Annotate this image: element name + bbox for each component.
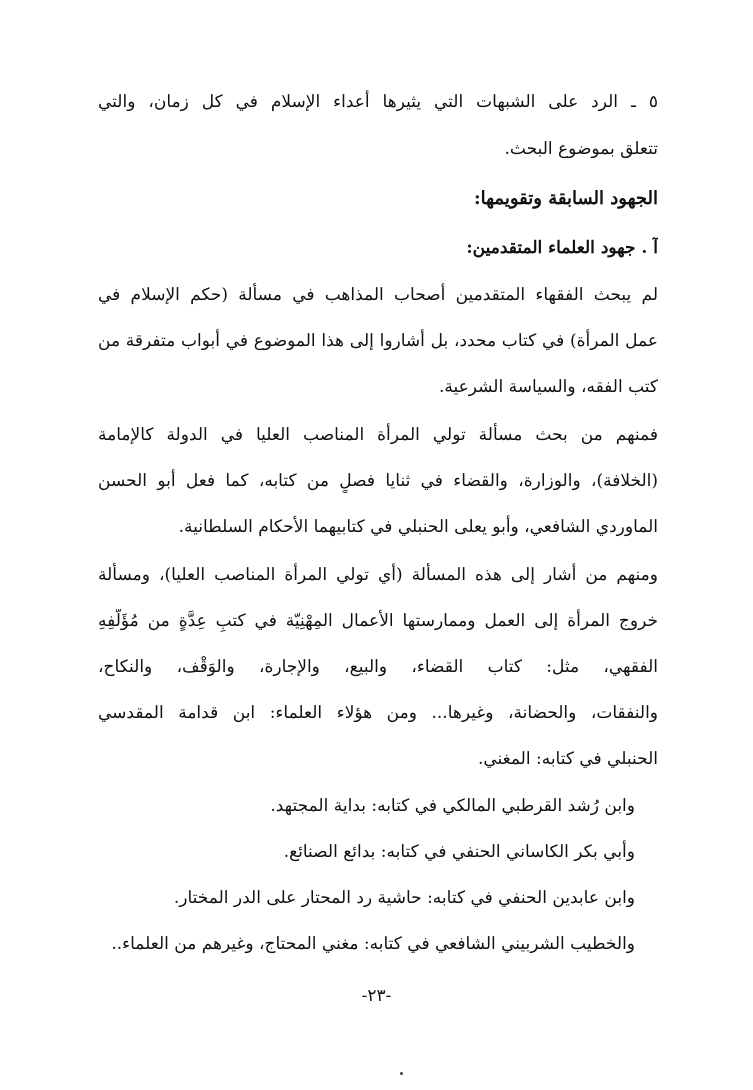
- paragraph-line-15: الحنبلي في كتابه: المغني.: [477, 749, 658, 769]
- paragraph-line-7: كتب الفقه، والسياسة الشرعية.: [438, 377, 658, 397]
- paragraph-line-16: وابن رُشد القرطبي المالكي في كتابه: بداية المجتهد.: [270, 796, 635, 816]
- paragraph-line-9: (الخلافة)، والوزارة، والقضاء في ثنايا فصلٍ من كتابه، كما فعل أبو الحسن: [98, 471, 658, 491]
- paragraph-line-14: والنفقات، والحضانة، وغيرها... ومن هؤلاء العلماء: ابن قدامة المقدسي: [98, 703, 658, 723]
- paragraph-line-11: ومنهم من أشار إلى هذه المسألة (أي تولي المرأة المناصب العليا)، ومسألة: [98, 565, 658, 585]
- paragraph-line-5: لم يبحث الفقهاء المتقدمين أصحاب المذاهب في مسألة (حكم الإسلام في: [98, 285, 658, 305]
- paragraph-line-10: الماوردي الشافعي، وأبو يعلى الحنبلي في كتابيهما الأحكام السلطانية.: [178, 517, 658, 537]
- paragraph-line-8: فمنهم من بحث مسألة تولي المرأة المناصب العليا في الدولة كالإمامة: [98, 425, 658, 445]
- page-number: -٢٣-: [361, 986, 392, 1006]
- subsection-heading: آ . جهود العلماء المتقدمين:: [466, 238, 658, 258]
- paragraph-line-19: والخطيب الشربيني الشافعي في كتابه: مغني المحتاج، وغيرهم من العلماء..: [111, 934, 635, 954]
- paragraph-line-12: خروج المرأة إلى العمل وممارستها الأعمال المِهْنِيّة في كتبِ عِدَّةٍ من مُؤَلَّفِهِ: [98, 611, 658, 631]
- scan-speck: [400, 1072, 403, 1075]
- paragraph-line-17: وأبي بكر الكاساني الحنفي في كتابه: بدائع الصنائع.: [283, 842, 635, 862]
- paragraph-line-1: ٥ ـ الرد على الشبهات التي يثيرها أعداء الإسلام في كل زمان، والتي: [98, 92, 658, 112]
- paragraph-line-13: الفقهي، مثل: كتاب القضاء، والبيع، والإجارة، والوَقْف، والنكاح،: [98, 657, 658, 677]
- paragraph-line-2: تتعلق بموضوع البحث.: [504, 139, 658, 159]
- section-heading: الجهود السابقة وتقويمها:: [474, 188, 658, 209]
- paragraph-line-18: وابن عابدين الحنفي في كتابه: حاشية رد المحتار على الدر المختار.: [173, 888, 635, 908]
- paragraph-line-6: عمل المرأة) في كتاب محدد، بل أشاروا إلى هذا الموضوع في أبواب متفرقة من: [98, 331, 658, 351]
